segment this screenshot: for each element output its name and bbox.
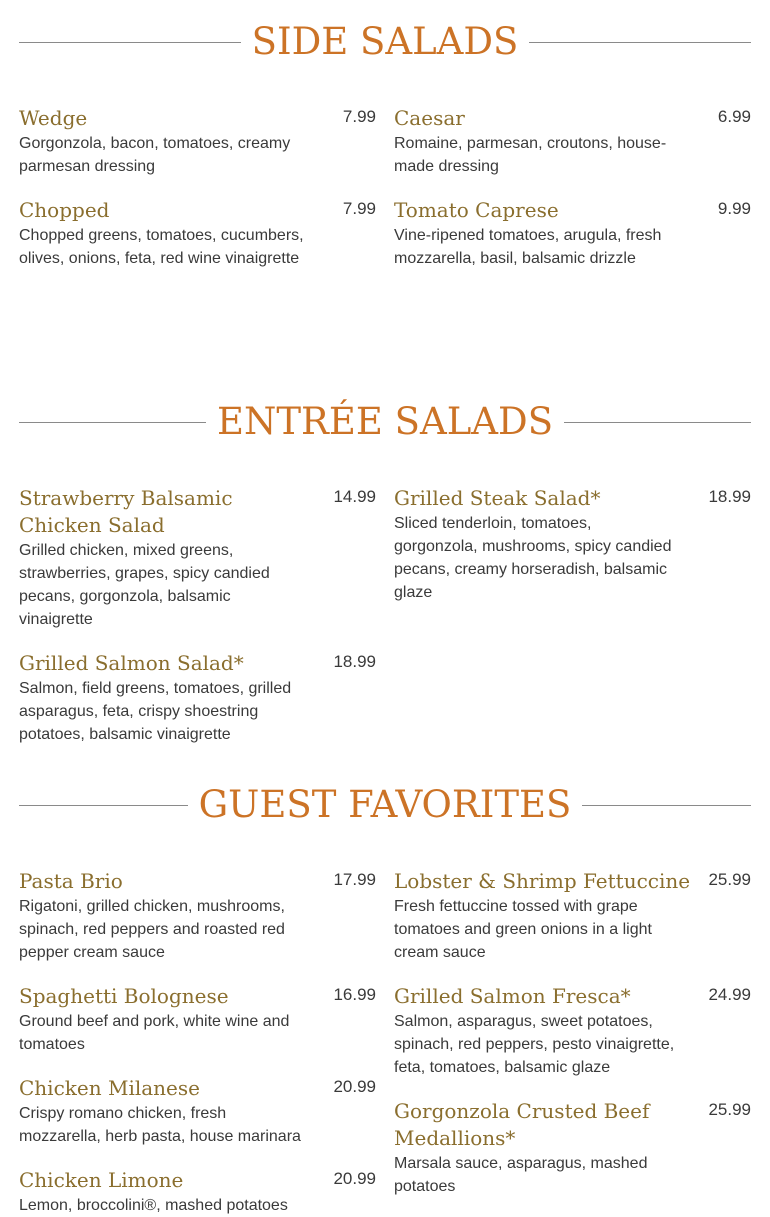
item-description: Fresh fettuccine tossed with grape tomatoes and green onions in a light cream sauce <box>394 898 652 961</box>
item-name: Spaghetti Bolognese <box>19 984 229 1008</box>
divider-line <box>19 422 206 423</box>
menu-item-lobster-shrimp-fettuccine <box>394 868 751 964</box>
item-price: 17.99 <box>333 870 376 889</box>
menu-item-caesar <box>394 105 751 178</box>
menu-item-pasta-brio <box>19 868 376 964</box>
item-price: 25.99 <box>708 870 751 889</box>
divider-line <box>582 805 751 806</box>
item-price: 7.99 <box>342 199 376 218</box>
section-header-entree-salads <box>19 402 751 442</box>
item-name: Wedge <box>19 106 88 130</box>
item-price: 6.99 <box>717 107 751 126</box>
item-price: 9.99 <box>717 199 751 218</box>
section-title: SIDE SALADS <box>251 20 519 63</box>
item-description: Grilled chicken, mixed greens, strawberries, grapes, spicy candied pecans, gorgonzola, balsamic vinaigrette <box>19 542 270 628</box>
item-name: Chicken Limone <box>19 1168 184 1192</box>
menu-item-gorgonzola-crusted-beef-medallions <box>394 1098 751 1198</box>
item-description: Crispy romano chicken, fresh mozzarella, herb pasta, house marinara <box>19 1105 301 1145</box>
menu-item-chicken-limone <box>19 1167 376 1217</box>
divider-line <box>19 805 188 806</box>
item-name: Tomato Caprese <box>394 198 559 222</box>
item-name: Grilled Salmon Salad* <box>19 651 244 675</box>
menu-item-grilled-salmon-fresca <box>394 983 751 1079</box>
item-name: Grilled Salmon Fresca* <box>394 984 631 1008</box>
item-description: Sliced tenderloin, tomatoes, gorgonzola, mushrooms, spicy candied pecans, creamy horseradish, balsamic glaze <box>394 515 672 601</box>
item-price: 18.99 <box>708 487 751 506</box>
item-price: 18.99 <box>333 652 376 671</box>
item-price: 20.99 <box>333 1077 376 1096</box>
item-name: Grilled Steak Salad* <box>394 486 601 510</box>
item-name: Caesar <box>394 106 465 130</box>
item-price: 20.99 <box>333 1169 376 1188</box>
item-description: Salmon, field greens, tomatoes, grilled asparagus, feta, crispy shoestring potatoes, balsamic vinaigrette <box>19 680 292 743</box>
menu-item-tomato-caprese <box>394 197 751 270</box>
menu-item-grilled-steak-salad <box>394 485 751 604</box>
item-name: Lobster & Shrimp Fettuccine <box>394 869 691 893</box>
item-name: Pasta Brio <box>19 869 123 893</box>
item-description: Gorgonzola, bacon, tomatoes, creamy parmesan dressing <box>19 135 291 175</box>
item-price: 14.99 <box>333 487 376 506</box>
item-description: Rigatoni, grilled chicken, mushrooms, spinach, red peppers and roasted red pepper cream sauce <box>19 898 285 961</box>
item-description: Chopped greens, tomatoes, cucumbers, olives, onions, feta, red wine vinaigrette <box>19 227 304 267</box>
item-description: Vine-ripened tomatoes, arugula, fresh mozzarella, basil, balsamic drizzle <box>394 227 662 267</box>
item-name: Gorgonzola Crusted Beef Medallions* <box>394 1099 650 1150</box>
section-title: GUEST FAVORITES <box>198 783 572 826</box>
section-header-side-salads <box>19 22 751 62</box>
item-description: Salmon, asparagus, sweet potatoes, spinach, red peppers, pesto vinaigrette, feta, tomatoes, balsamic glaze <box>394 1013 675 1076</box>
item-description: Marsala sauce, asparagus, mashed potatoes <box>394 1155 648 1195</box>
section-title: ENTRÉE SALADS <box>216 400 554 443</box>
menu-item-chopped <box>19 197 376 270</box>
item-description: Romaine, parmesan, croutons, house-made dressing <box>394 135 667 175</box>
menu-item-wedge <box>19 105 376 178</box>
menu-item-chicken-milanese <box>19 1075 376 1148</box>
section-header-guest-favorites <box>19 785 751 825</box>
item-price: 25.99 <box>708 1100 751 1119</box>
item-name: Strawberry Balsamic Chicken Salad <box>19 486 233 537</box>
menu-item-spaghetti-bolognese <box>19 983 376 1056</box>
divider-line <box>564 422 751 423</box>
menu-item-strawberry-balsamic-chicken-salad <box>19 485 376 631</box>
item-description: Lemon, broccolini®, mashed potatoes <box>19 1197 288 1214</box>
item-name: Chopped <box>19 198 110 222</box>
item-description: Ground beef and pork, white wine and tomatoes <box>19 1013 290 1053</box>
item-price: 24.99 <box>708 985 751 1004</box>
divider-line <box>529 42 751 43</box>
divider-line <box>19 42 241 43</box>
item-price: 16.99 <box>333 985 376 1004</box>
item-name: Chicken Milanese <box>19 1076 200 1100</box>
item-price: 7.99 <box>342 107 376 126</box>
menu-item-grilled-salmon-salad <box>19 650 376 746</box>
